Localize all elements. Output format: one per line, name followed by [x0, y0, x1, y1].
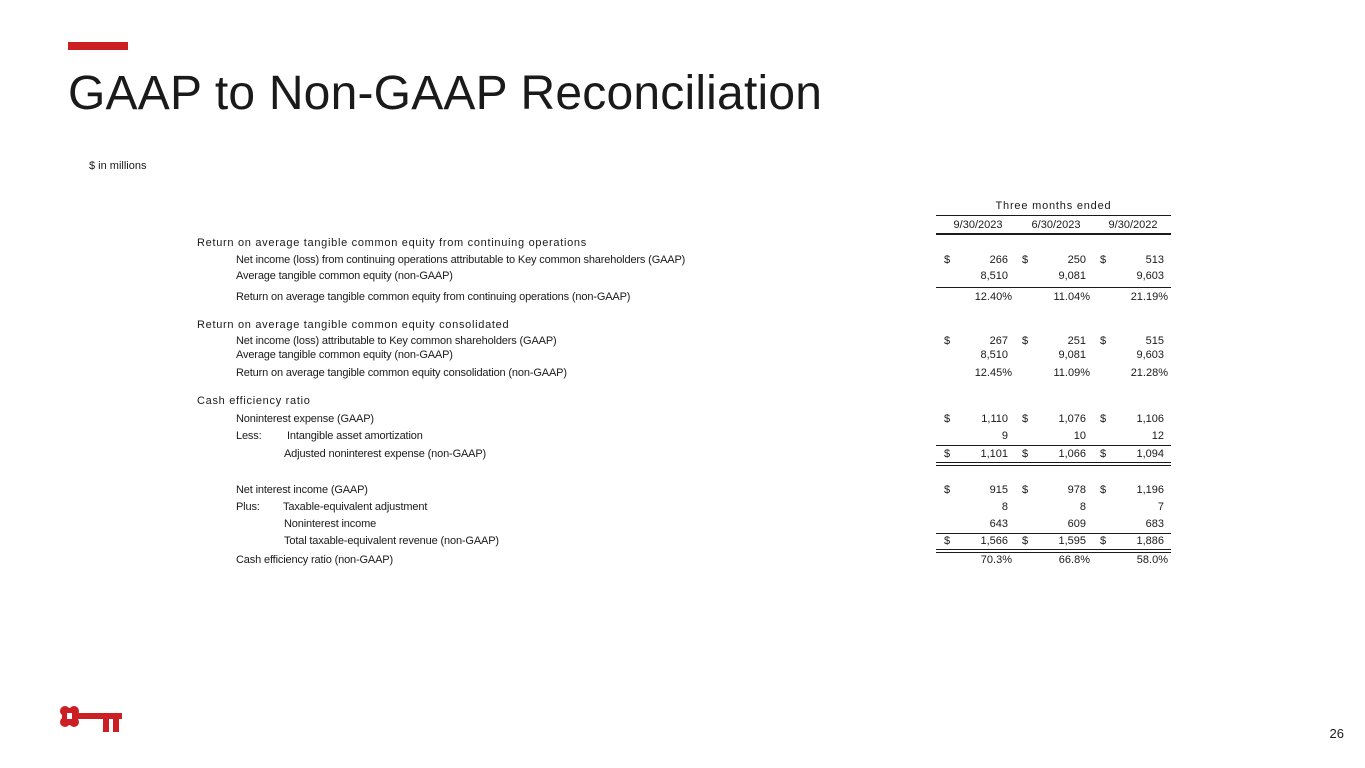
- cell-value: 9: [1001, 430, 1008, 442]
- table-row: [0, 253, 1365, 268]
- cell-value: 12: [1151, 430, 1164, 442]
- column-header-period-1: 9/30/2023: [953, 219, 1003, 231]
- cell-value: 978: [1067, 484, 1086, 496]
- header-bottom-rule: [936, 233, 1171, 235]
- currency-symbol: $: [1022, 535, 1029, 547]
- currency-symbol: $: [944, 413, 951, 425]
- currency-symbol: $: [1022, 484, 1029, 496]
- row-label: Return on average tangible common equity from continuing operations (non-GAAP): [236, 291, 631, 303]
- table-row: [0, 412, 1365, 427]
- row-label: Net income (loss) from continuing operations attributable to Key common shareholders (GAAP): [236, 254, 686, 266]
- row-label: Noninterest expense (GAAP): [236, 413, 374, 425]
- total-rule-top: [936, 549, 1171, 550]
- cell-value: 66.8%: [1058, 554, 1090, 566]
- row-label: Return on average tangible common equity consolidation (non-GAAP): [236, 367, 567, 379]
- cell-value: 8,510: [980, 349, 1008, 361]
- total-rule-bottom: [936, 465, 1171, 466]
- cell-value: 267: [989, 335, 1008, 347]
- cell-value: 7: [1157, 501, 1164, 513]
- table-row: [0, 269, 1365, 284]
- row-prefix: Less:: [236, 430, 262, 442]
- row-label: Intangible asset amortization: [287, 430, 423, 442]
- cell-value: 1,106: [1136, 413, 1164, 425]
- currency-symbol: $: [944, 535, 951, 547]
- cell-value: 8: [1079, 501, 1086, 513]
- section-heading-row: [0, 318, 1365, 333]
- cell-value: 609: [1067, 518, 1086, 530]
- units-note: $ in millions: [89, 160, 147, 172]
- page-title: GAAP to Non-GAAP Reconciliation: [68, 67, 823, 120]
- currency-symbol: $: [944, 484, 951, 496]
- subtotal-rule: [936, 287, 1171, 288]
- section-heading: Return on average tangible common equity consolidated: [197, 319, 510, 331]
- subtotal-rule: [936, 445, 1171, 446]
- section-heading: Return on average tangible common equity from continuing operations: [197, 237, 587, 249]
- cell-value: 9,081: [1058, 349, 1086, 361]
- currency-symbol: $: [1100, 484, 1107, 496]
- currency-symbol: $: [1100, 448, 1107, 460]
- cell-value: 250: [1067, 254, 1086, 266]
- cell-value: 1,566: [980, 535, 1008, 547]
- row-label: Total taxable-equivalent revenue (non-GAAP): [284, 535, 499, 547]
- row-label: Average tangible common equity (non-GAAP): [236, 349, 453, 361]
- currency-symbol: $: [1022, 254, 1029, 266]
- cell-value: 12.40%: [974, 291, 1012, 303]
- table-row: [0, 553, 1365, 568]
- header-rule: [936, 215, 1171, 216]
- cell-value: 9,603: [1136, 349, 1164, 361]
- row-label: Net income (loss) attributable to Key common shareholders (GAAP): [236, 335, 557, 347]
- currency-symbol: $: [944, 254, 951, 266]
- section-heading-row: [0, 236, 1365, 251]
- cell-value: 11.09%: [1053, 367, 1090, 379]
- currency-symbol: $: [1022, 448, 1029, 460]
- cell-value: 1,595: [1058, 535, 1086, 547]
- currency-symbol: $: [1100, 535, 1107, 547]
- row-label: Noninterest income: [284, 518, 377, 530]
- cell-value: 1,196: [1136, 484, 1164, 496]
- table-row: [0, 334, 1365, 349]
- cell-value: 1,110: [981, 413, 1008, 425]
- currency-symbol: $: [944, 448, 951, 460]
- total-rule-top: [936, 462, 1171, 463]
- column-header-period-3: 9/30/2022: [1108, 219, 1158, 231]
- cell-value: 683: [1145, 518, 1164, 530]
- cell-value: 1,886: [1136, 535, 1164, 547]
- section-heading: Cash efficiency ratio: [197, 395, 311, 407]
- cell-value: 8,510: [980, 270, 1008, 282]
- row-prefix: Plus:: [236, 501, 260, 513]
- column-header-period-2: 6/30/2023: [1031, 219, 1081, 231]
- table-row: [0, 429, 1365, 444]
- cell-value: 9,603: [1136, 270, 1164, 282]
- cell-value: 21.19%: [1130, 291, 1168, 303]
- currency-symbol: $: [1100, 254, 1107, 266]
- cell-value: 8: [1001, 501, 1008, 513]
- table-row: [0, 366, 1365, 381]
- cell-value: 1,066: [1058, 448, 1086, 460]
- table-row: [0, 500, 1365, 515]
- table-row: [0, 517, 1365, 532]
- currency-symbol: $: [1100, 413, 1107, 425]
- cell-value: 513: [1145, 254, 1164, 266]
- table-row: [0, 483, 1365, 498]
- cell-value: 12.45%: [974, 367, 1012, 379]
- table-row: [0, 290, 1365, 305]
- currency-symbol: $: [1022, 413, 1029, 425]
- cell-value: 643: [989, 518, 1008, 530]
- cell-value: 70.3%: [980, 554, 1012, 566]
- row-label: Cash efficiency ratio (non-GAAP): [236, 554, 394, 566]
- cell-value: 10: [1073, 430, 1086, 442]
- key-icon: [56, 702, 126, 734]
- currency-symbol: $: [1022, 335, 1029, 347]
- row-label: Average tangible common equity (non-GAAP): [236, 270, 453, 282]
- row-label: Net interest income (GAAP): [236, 484, 368, 496]
- cell-value: 1,094: [1136, 448, 1164, 460]
- section-heading-row: [0, 394, 1365, 409]
- currency-symbol: $: [1100, 335, 1107, 347]
- currency-symbol: $: [944, 335, 951, 347]
- table-row: [0, 534, 1365, 549]
- cell-value: 58.0%: [1136, 554, 1168, 566]
- cell-value: 9,081: [1058, 270, 1086, 282]
- row-label: Adjusted noninterest expense (non-GAAP): [284, 448, 487, 460]
- cell-value: 266: [989, 254, 1008, 266]
- table-row: [0, 447, 1365, 462]
- cell-value: 1,101: [980, 448, 1008, 460]
- page-number: 26: [1329, 726, 1344, 741]
- cell-value: 915: [989, 484, 1008, 496]
- table-row: [0, 348, 1365, 363]
- cell-value: 1,076: [1058, 413, 1086, 425]
- cell-value: 11.04%: [1053, 291, 1090, 303]
- column-group-header: Three months ended: [995, 200, 1112, 212]
- row-label: Taxable-equivalent adjustment: [283, 501, 428, 513]
- cell-value: 515: [1145, 335, 1164, 347]
- cell-value: 21.28%: [1130, 367, 1168, 379]
- cell-value: 251: [1067, 335, 1086, 347]
